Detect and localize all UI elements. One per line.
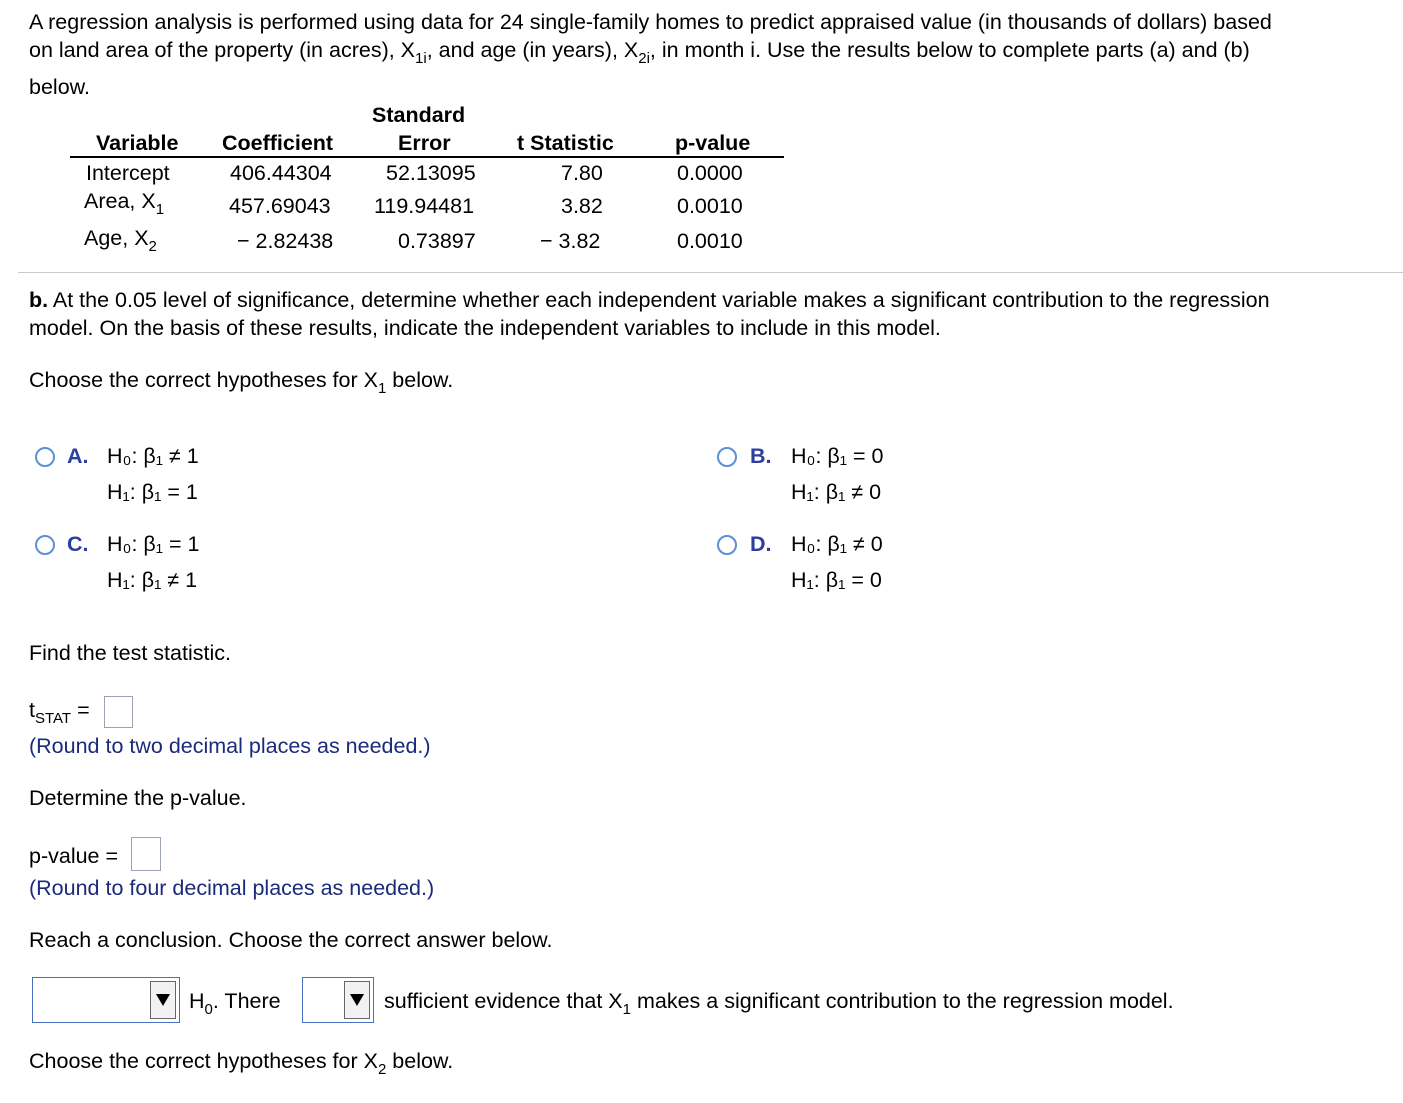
- option-c-h0: H₀: β₁ = 1: [107, 532, 200, 556]
- conclusion-prompt: Reach a conclusion. Choose the correct answer below.: [29, 928, 553, 952]
- option-b-h0: H₀: β₁ = 0: [791, 444, 884, 468]
- partb-line-2: model. On the basis of these results, indicate the independent variables to include in this model.: [29, 316, 941, 340]
- option-a-h1: H₁: β₁ = 1: [107, 480, 198, 504]
- option-d-radio[interactable]: [717, 535, 737, 555]
- test-stat-prompt: Find the test statistic.: [29, 641, 231, 665]
- option-a-h0: H₀: β₁ ≠ 1: [107, 444, 199, 468]
- tstat-label: $t_{STAT}$ =: [29, 698, 90, 727]
- row-intercept-coef: 406.44304: [230, 161, 332, 185]
- row-area-variable: Area, $X_1$: [84, 189, 165, 218]
- row-age-coef: − 2.82438: [237, 229, 334, 253]
- row-area-coef: 457.69043: [229, 194, 331, 218]
- conclusion-reject-select[interactable]: [32, 977, 180, 1023]
- option-d-letter: D.: [750, 532, 772, 556]
- row-age-t: − 3.82: [540, 229, 601, 253]
- intro-line-3: below.: [29, 75, 90, 99]
- conclusion-tail-text: sufficient evidence that $X_1$ makes a significant contribution to the regression model.: [384, 989, 1174, 1018]
- partb-line-1: b. At the 0.05 level of significance, determine whether each independent variable makes a significant contribution to the regression: [29, 288, 1270, 312]
- row-intercept-se: 52.13095: [386, 161, 476, 185]
- pvalue-prompt: Determine the p-value.: [29, 786, 247, 810]
- header-standard: Standard: [372, 103, 466, 127]
- table-header-rule: [70, 156, 784, 158]
- tstat-input[interactable]: [104, 696, 133, 728]
- choose-x2-prompt: Choose the correct hypotheses for $X_2$ below.: [29, 1049, 454, 1078]
- row-area-p: 0.0010: [677, 194, 743, 218]
- pvalue-input[interactable]: [131, 837, 161, 871]
- pvalue-hint: (Round to four decimal places as needed.): [29, 876, 435, 900]
- option-c-letter: C.: [67, 532, 89, 556]
- intro-line-1: A regression analysis is performed using data for 24 single-family homes to predict appraised value (in thousands of dollars) based: [29, 10, 1272, 34]
- row-age-p: 0.0010: [677, 229, 743, 253]
- row-area-t: 3.82: [561, 194, 603, 218]
- row-intercept-variable: Intercept: [86, 161, 170, 185]
- row-area-se: 119.94481: [374, 194, 475, 218]
- conclusion-evidence-select[interactable]: [302, 977, 374, 1023]
- header-variable: Variable: [96, 131, 179, 155]
- option-c-h1: H₁: β₁ ≠ 1: [107, 568, 198, 592]
- row-age-se: 0.73897: [398, 229, 476, 253]
- option-a-radio[interactable]: [35, 447, 55, 467]
- intro-line-2: on land area of the property (in acres), $X_{1i}$, and age (in years), $X_{2i}$, in month i. Use the results below to complete parts (a) and (b): [29, 38, 1250, 67]
- option-d-h0: H₀: β₁ ≠ 0: [791, 532, 883, 556]
- option-d-h1: H₁: β₁ = 0: [791, 568, 882, 592]
- conclusion-h0-text: $H_0$. There: [189, 989, 281, 1018]
- header-t-statistic: t Statistic: [517, 131, 614, 155]
- chevron-down-icon: [150, 981, 176, 1019]
- pvalue-label: p-value =: [29, 844, 119, 868]
- header-coefficient: Coefficient: [222, 131, 334, 155]
- option-b-radio[interactable]: [717, 447, 737, 467]
- row-intercept-p: 0.0000: [677, 161, 743, 185]
- option-b-letter: B.: [750, 444, 772, 468]
- row-intercept-t: 7.80: [561, 161, 603, 185]
- header-error: Error: [398, 131, 451, 155]
- option-b-h1: H₁: β₁ ≠ 0: [791, 480, 882, 504]
- option-a-letter: A.: [67, 444, 89, 468]
- tstat-hint: (Round to two decimal places as needed.): [29, 734, 431, 758]
- choose-x1-prompt: Choose the correct hypotheses for $X_1$ below.: [29, 368, 454, 397]
- chevron-down-icon: [344, 981, 370, 1019]
- section-divider: [18, 272, 1403, 273]
- header-p-value: p-value: [675, 131, 751, 155]
- option-c-radio[interactable]: [35, 535, 55, 555]
- row-age-variable: Age, $X_2$: [84, 226, 157, 255]
